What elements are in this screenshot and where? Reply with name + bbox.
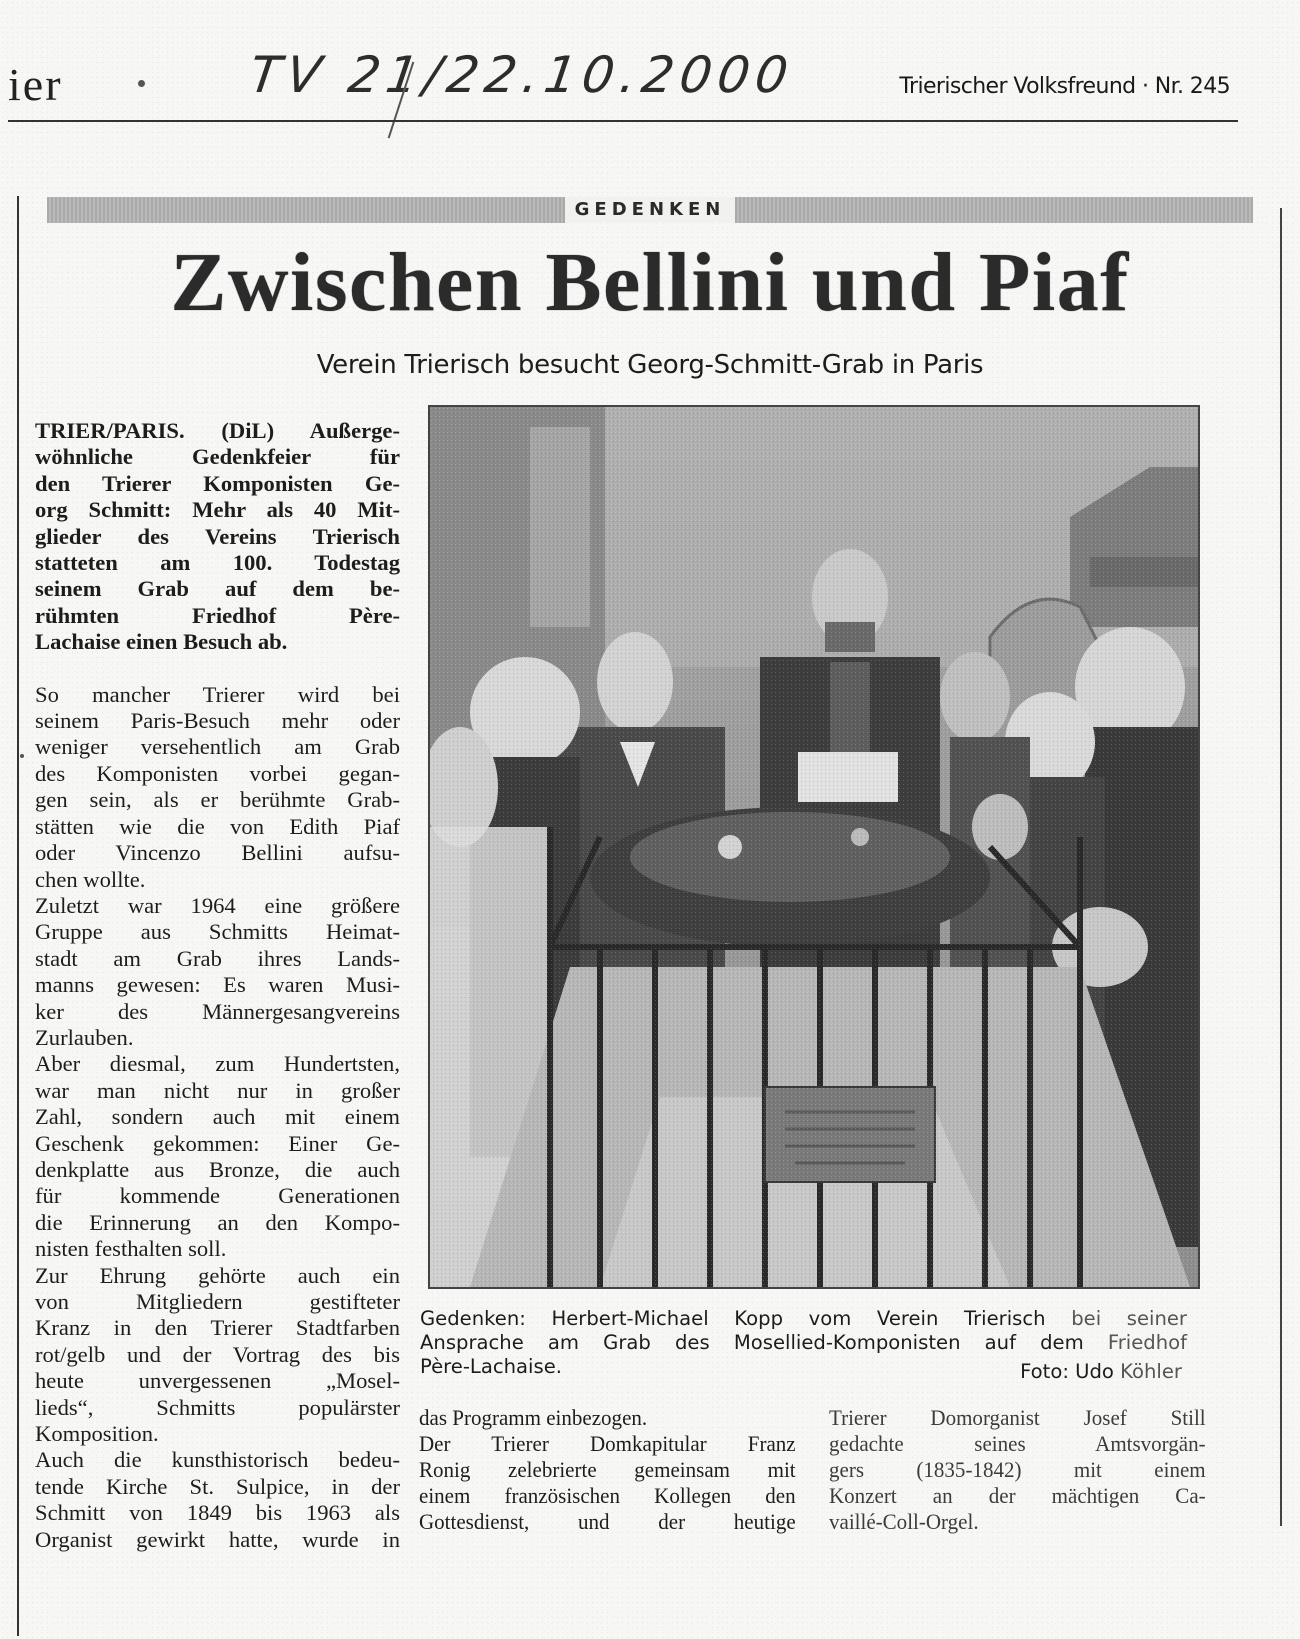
handwritten-date-note: TV 21/22.10.2000 bbox=[245, 46, 798, 104]
body-paragraph bbox=[35, 1447, 400, 1553]
text-line: Organist gewirkt hatte, wurde in bbox=[35, 1526, 400, 1552]
body-paragraph bbox=[35, 1263, 400, 1448]
body-column-middle bbox=[419, 1405, 796, 1535]
text-line: war man nicht nur in großer bbox=[35, 1077, 400, 1103]
text-line: Zur Ehrung gehörte auch ein bbox=[35, 1262, 400, 1288]
text-line: org Schmitt: Mehr als 40 Mit- bbox=[35, 497, 400, 523]
article-headline: Zwischen Bellini und Piaf bbox=[170, 236, 1130, 329]
caption-line: Père-Lachaise. bbox=[420, 1355, 562, 1378]
newspaper-name-issue: Trierischer Volksfreund · Nr. 245 bbox=[899, 74, 1230, 99]
caption-line: Gedenken: Herbert-Michael Kopp vom Verein Trierisch bei seiner bbox=[420, 1307, 1187, 1330]
clipping-border-left bbox=[17, 196, 19, 1636]
text-line: Der Trierer Domkapitular Franz bbox=[419, 1431, 796, 1456]
text-line: glieder des Vereins Trierisch bbox=[35, 523, 400, 549]
text-line: für kommende Generationen bbox=[35, 1183, 400, 1209]
body-paragraph bbox=[35, 1051, 400, 1262]
text-line: rot/gelb und der Vortrag des bis bbox=[35, 1341, 400, 1367]
text-line: wöhnliche Gedenkfeier für bbox=[35, 444, 400, 470]
text-line: heute unvergessenen „Mosel- bbox=[35, 1368, 400, 1394]
text-line: Trierer Domorganist Josef Still bbox=[829, 1405, 1206, 1430]
text-line: Konzert an der mächtigen Ca- bbox=[829, 1483, 1206, 1508]
text-line: denkplatte aus Bronze, die auch bbox=[35, 1156, 400, 1182]
text-line: stadt am Grab ihres Lands- bbox=[35, 945, 400, 971]
text-line: Zahl, sondern auch mit einem bbox=[35, 1104, 400, 1130]
text-line: Ronig zelebrierte gemeinsam mit bbox=[419, 1457, 796, 1482]
article-subheadline: Verein Trierisch besucht Georg-Schmitt-Grab in Paris bbox=[316, 350, 984, 380]
masthead-fragment: ier bbox=[8, 59, 63, 110]
text-line: weniger versehentlich am Grab bbox=[35, 734, 400, 760]
text-line: seinem Grab auf dem be- bbox=[35, 576, 400, 602]
text-line: vaillé-Coll-Orgel. bbox=[829, 1509, 979, 1534]
text-line: Gottesdienst, und der heutige bbox=[419, 1509, 796, 1534]
clipping-border-right bbox=[1280, 208, 1282, 1526]
section-kicker: GEDENKEN bbox=[565, 197, 736, 223]
text-line: Schmitt von 1849 bis 1963 als bbox=[35, 1500, 400, 1526]
text-line: das Programm einbezogen. bbox=[419, 1405, 648, 1430]
article-photo bbox=[428, 405, 1200, 1289]
text-line: Zuletzt war 1964 eine größere bbox=[35, 892, 400, 918]
text-line: gen sein, als er berühmte Grab- bbox=[35, 787, 400, 813]
text-line: Lachaise einen Besuch ab. bbox=[35, 629, 288, 655]
text-line: gers (1835-1842) mit einem bbox=[829, 1457, 1206, 1482]
kicker-bar bbox=[47, 197, 1253, 223]
text-line: gedachte seines Amtsvorgän- bbox=[829, 1431, 1206, 1456]
text-line: einem französischen Kollegen den bbox=[419, 1483, 796, 1508]
body-paragraph bbox=[35, 682, 400, 893]
body-paragraph bbox=[35, 893, 400, 1051]
body-column-right bbox=[829, 1405, 1206, 1535]
text-line: tende Kirche St. Sulpice, in der bbox=[35, 1473, 400, 1499]
text-line: ker des Männergesangvereins bbox=[35, 998, 400, 1024]
text-line: So mancher Trierer wird bei bbox=[35, 681, 400, 707]
text-line: Auch die kunsthistorisch bedeu- bbox=[35, 1447, 400, 1473]
body-column-left bbox=[35, 418, 400, 1553]
header-rule bbox=[8, 120, 1238, 122]
text-line: Aber diesmal, zum Hundertsten, bbox=[35, 1051, 400, 1077]
scan-speck bbox=[20, 754, 24, 758]
photo-grave-ceremony bbox=[430, 407, 1198, 1287]
text-line: den Trierer Komponisten Ge- bbox=[35, 470, 400, 496]
text-line: statteten am 100. Todestag bbox=[35, 550, 400, 576]
text-line: Gruppe aus Schmitts Heimat- bbox=[35, 919, 400, 945]
text-line: manns gewesen: Es waren Musi- bbox=[35, 972, 400, 998]
caption-line: Ansprache am Grab des Mosellied-Komponisten auf dem Friedhof bbox=[420, 1331, 1187, 1354]
text-line: TRIER/PARIS. (DiL) Außerge- bbox=[35, 418, 400, 443]
text-line: stätten wie die von Edith Piaf bbox=[35, 813, 400, 839]
text-line: Kranz in den Trierer Stadtfarben bbox=[35, 1315, 400, 1341]
text-line: rühmten Friedhof Père- bbox=[35, 602, 400, 628]
text-line: nisten festhalten soll. bbox=[35, 1236, 227, 1262]
text-line: lieds“, Schmitts populärster bbox=[35, 1394, 400, 1420]
lead-paragraph bbox=[35, 418, 400, 656]
bullet-separator-icon bbox=[138, 80, 145, 87]
text-line: von Mitgliedern gestifteter bbox=[35, 1289, 400, 1314]
text-line: seinem Paris-Besuch mehr oder bbox=[35, 708, 400, 734]
text-line: Geschenk gekommen: Einer Ge- bbox=[35, 1130, 400, 1156]
text-line: oder Vincenzo Bellini aufsu- bbox=[35, 840, 400, 866]
text-line: chen wollte. bbox=[35, 866, 146, 892]
text-line: des Komponisten vorbei gegan- bbox=[35, 760, 400, 786]
text-line: Zurlauben. bbox=[35, 1024, 134, 1050]
photo-credit: Foto: Udo Köhler bbox=[1020, 1360, 1182, 1383]
text-line: Komposition. bbox=[35, 1421, 159, 1447]
text-line: die Erinnerung an den Kompo- bbox=[35, 1209, 400, 1235]
